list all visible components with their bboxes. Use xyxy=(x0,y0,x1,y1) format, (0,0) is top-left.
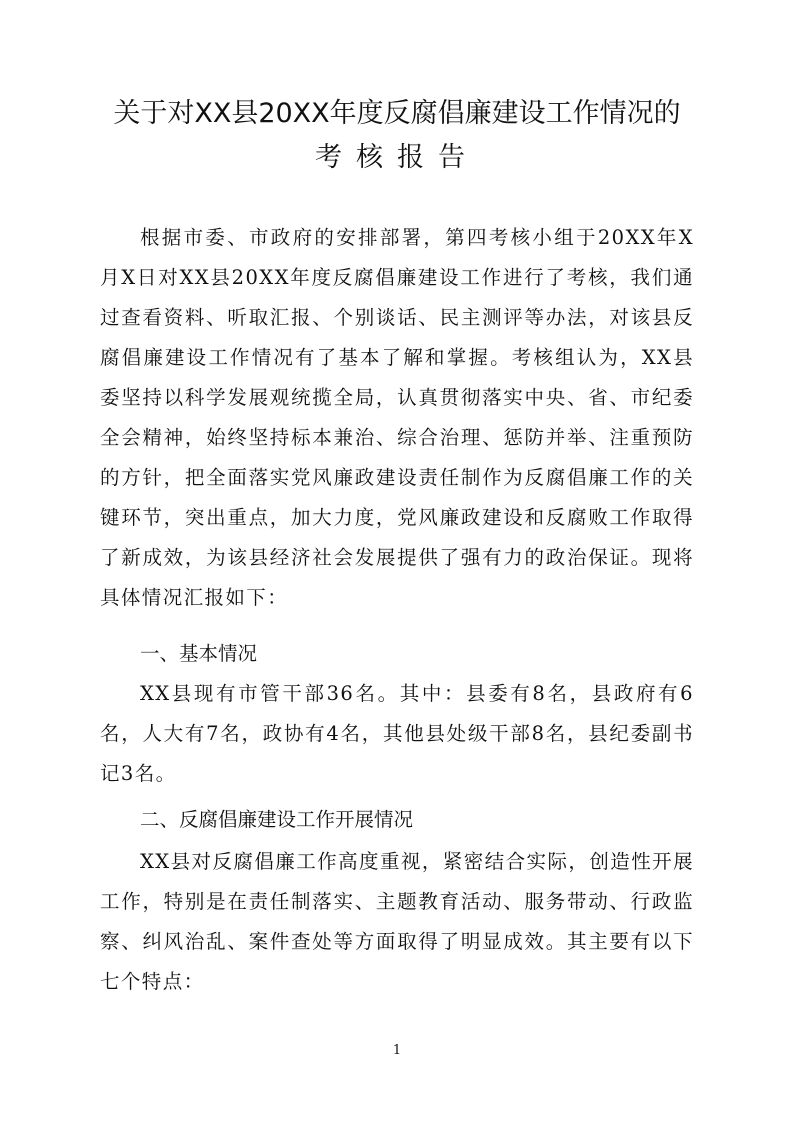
document-title-line-2: 考核报告 xyxy=(315,142,479,173)
document-title-line-1: 关于对XX县20XX年度反腐倡廉建设工作情况的 xyxy=(113,98,681,129)
intro-paragraph-block xyxy=(100,218,694,618)
section-1-paragraph-block xyxy=(100,674,694,794)
section-paragraph-basic-situation: XX县现有市管干部36名。其中：县委有8名，县政府有6名，人大有7名，政协有4名，其他县处级干部8名，县纪委副书记3名。 xyxy=(100,682,694,785)
section-2-paragraph-block xyxy=(100,842,694,1002)
page-number: 1 xyxy=(392,1043,402,1058)
section-heading-work-progress: 二、反腐倡廉建设工作开展情况 xyxy=(140,808,414,831)
section-1-heading-block xyxy=(100,634,694,674)
section-paragraph-work-progress: XX县对反腐倡廉工作高度重视，紧密结合实际，创造性开展工作，特别是在责任制落实、主题教育活动、服务带动、行政监察、纠风治乱、案件查处等方面取得了明显成效。其主要有以下七个特点： xyxy=(100,850,694,993)
intro-paragraph: 根据市委、市政府的安排部署，第四考核小组于20XX年X月X日对XX县20XX年度反腐倡廉建设工作进行了考核，我们通过查看资料、听取汇报、个别谈话、民主测评等办法，对该县反腐倡廉建设工作情况有了基本了解和掌握。考核组认为，XX县委坚持以科学发展观统揽全局，认真贯彻落实中央、省、市纪委全会精神，始终坚持标本兼治、综合治理、惩防并举、注重预防的方针，把全面落实党风廉政建设责任制作为反腐倡廉工作的关键环节，突出重点，加大力度，党风廉政建设和反腐败工作取得了新成效，为该县经济社会发展提供了强有力的政治保证。现将具体情况汇报如下： xyxy=(100,226,694,609)
section-2-heading-block xyxy=(100,800,694,840)
section-heading-basic-situation: 一、基本情况 xyxy=(140,642,258,665)
